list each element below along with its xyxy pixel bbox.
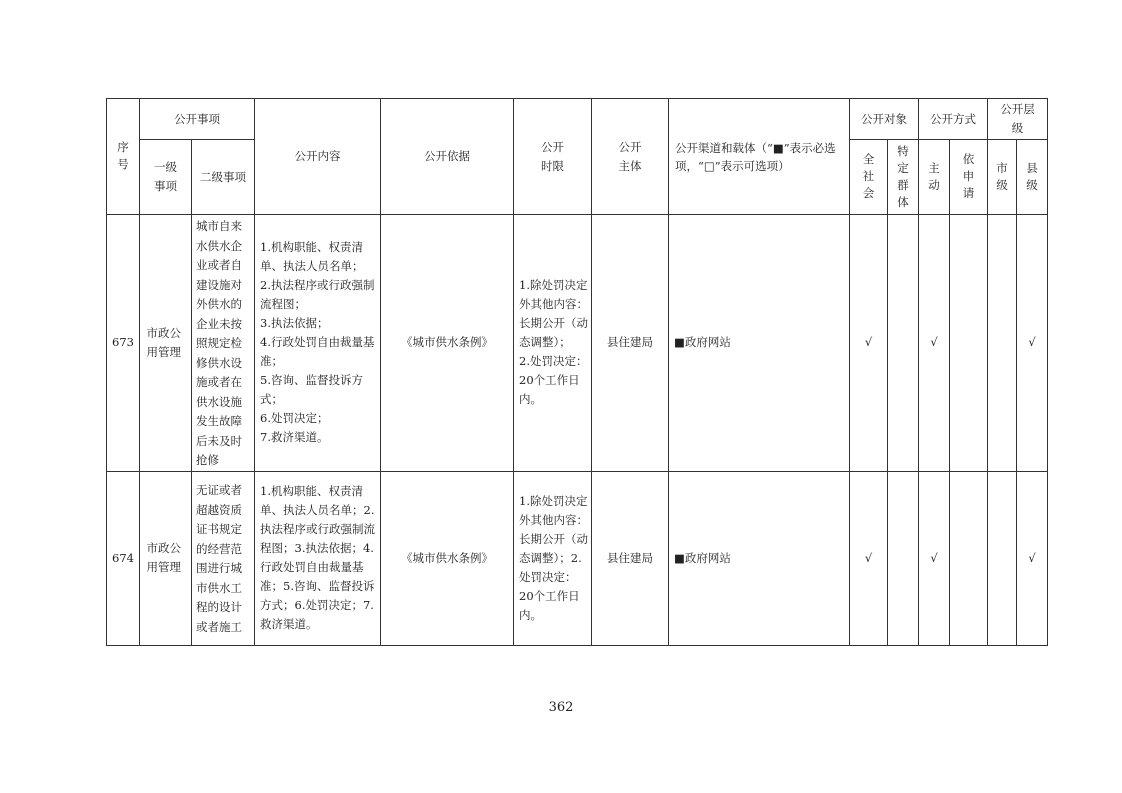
header-basis: 公开依据 (381, 99, 514, 215)
row-time-limit: 1.除处罚决定外其他内容：长期公开（动态调整）；2.处罚决定：20个工作日内。 (514, 471, 592, 645)
row-method-apply (950, 471, 988, 645)
content-line: 5.咨询、监督投诉方式； (260, 373, 363, 407)
row-subject: 县住建局 (592, 471, 669, 645)
header-method: 公开方式 (919, 99, 988, 140)
row-level-county: √ (1017, 471, 1048, 645)
time-limit-line: 1.除处罚决定外其他内容：长期公开（动态调整）； (519, 278, 588, 350)
row-number: 674 (107, 471, 140, 645)
content-line: 6.处罚决定； (260, 411, 329, 426)
row-channel: ■政府网站 (669, 471, 850, 645)
header-content: 公开内容 (255, 99, 381, 215)
row-channel: ■政府网站 (669, 215, 850, 472)
header-item: 公开事项 (140, 99, 255, 140)
row-time-limit (514, 215, 592, 472)
row-level2: 城市自来水供水企业或者自建设施对外供水的企业未按照规定检修供水设施或者在供水设施发生故障后未及时抢修 (192, 215, 255, 472)
header-time-limit: 公开时限 (514, 99, 592, 215)
row-level-city (988, 471, 1017, 645)
row-basis: 《城市供水条例》 (381, 215, 514, 472)
content-line: 1.机构职能、权责清单、执法人员名单； (260, 240, 364, 274)
content-line: 4.行政处罚自由裁量基准； (260, 335, 375, 369)
row-method-active: √ (919, 215, 950, 472)
row-target-specific (888, 215, 919, 472)
row-target-all: √ (850, 471, 888, 645)
disclosure-table (106, 98, 1048, 646)
row-content (255, 215, 381, 472)
header-target-all: 全社会 (850, 140, 888, 215)
row-basis: 《城市供水条例》 (381, 471, 514, 645)
row-target-all: √ (850, 215, 888, 472)
header-level2: 二级事项 (192, 140, 255, 215)
row-content: 1.机构职能、权责清单、执法人员名单；2.执法程序或行政强制流程图；3.执法依据；4.行政处罚自由裁量基准；5.咨询、监督投诉方式；6.处罚决定；7.救济渠道。 (255, 471, 381, 645)
content-line: 2.执法程序或行政强制流程图； (260, 278, 375, 312)
row-method-active: √ (919, 471, 950, 645)
header-level1: 一级事项 (140, 140, 192, 215)
table-row (107, 471, 1048, 645)
row-level2: 无证或者超越资质证书规定的经营范围进行城市供水工程的设计或者施工 (192, 471, 255, 645)
page-number: 362 (548, 700, 574, 715)
header-level-county: 县级 (1017, 140, 1048, 215)
time-limit-line: 2.处罚决定：20个工作日内。 (519, 354, 588, 407)
header-method-apply: 依申请 (950, 140, 988, 215)
row-level1: 市政公用管理 (140, 471, 192, 645)
header-target-specific: 特定群体 (888, 140, 919, 215)
row-level1: 市政公用管理 (140, 215, 192, 472)
header-channel: 公开渠道和载体（“■”表示必选项，“□”表示可选项） (669, 99, 850, 215)
content-line: 3.执法依据； (260, 316, 329, 331)
row-level-county: √ (1017, 215, 1048, 472)
header-method-active: 主动 (919, 140, 950, 215)
header-level: 公开层级 (988, 99, 1048, 140)
header-subject: 公开主体 (592, 99, 669, 215)
row-number: 673 (107, 215, 140, 472)
row-level-city (988, 215, 1017, 472)
row-subject: 县住建局 (592, 215, 669, 472)
header-level-city: 市级 (988, 140, 1017, 215)
header-target: 公开对象 (850, 99, 919, 140)
row-method-apply (950, 215, 988, 472)
header-seq: 序号 (107, 99, 140, 215)
content-line: 7.救济渠道。 (260, 430, 329, 445)
row-target-specific (888, 471, 919, 645)
table-row (107, 215, 1048, 472)
